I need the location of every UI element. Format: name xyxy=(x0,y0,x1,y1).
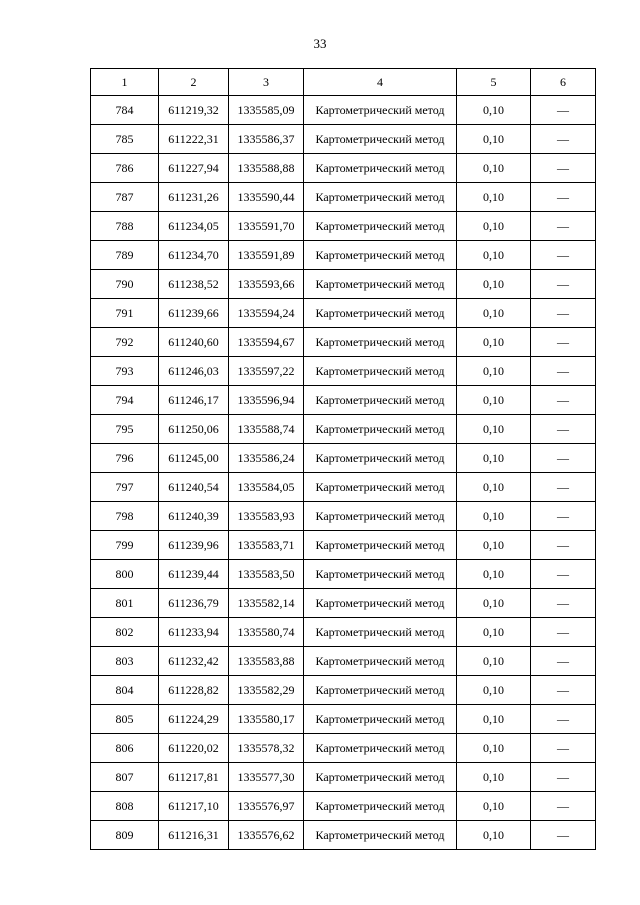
accuracy-cell: 0,10 xyxy=(457,821,531,850)
description-cell: — xyxy=(531,560,596,589)
accuracy-cell: 0,10 xyxy=(457,502,531,531)
x-coordinate-cell: 611245,00 xyxy=(159,444,229,473)
point-number-cell: 788 xyxy=(91,212,159,241)
table-row xyxy=(91,618,596,647)
method-cell: Картометрический метод xyxy=(304,589,457,618)
x-coordinate-cell: 611239,96 xyxy=(159,531,229,560)
method-cell: Картометрический метод xyxy=(304,386,457,415)
table-row xyxy=(91,705,596,734)
method-cell: Картометрический метод xyxy=(304,473,457,502)
point-number-cell: 784 xyxy=(91,96,159,125)
accuracy-cell: 0,10 xyxy=(457,647,531,676)
method-cell: Картометрический метод xyxy=(304,734,457,763)
y-coordinate-cell: 1335588,88 xyxy=(229,154,304,183)
method-cell: Картометрический метод xyxy=(304,328,457,357)
point-number-cell: 792 xyxy=(91,328,159,357)
table-row xyxy=(91,299,596,328)
accuracy-cell: 0,10 xyxy=(457,270,531,299)
accuracy-cell: 0,10 xyxy=(457,705,531,734)
x-coordinate-cell: 611239,66 xyxy=(159,299,229,328)
accuracy-cell: 0,10 xyxy=(457,183,531,212)
x-coordinate-cell: 611222,31 xyxy=(159,125,229,154)
point-number-cell: 809 xyxy=(91,821,159,850)
y-coordinate-cell: 1335583,93 xyxy=(229,502,304,531)
x-coordinate-cell: 611233,94 xyxy=(159,618,229,647)
accuracy-cell: 0,10 xyxy=(457,154,531,183)
table-row xyxy=(91,734,596,763)
table-header-row xyxy=(91,69,596,96)
accuracy-cell: 0,10 xyxy=(457,589,531,618)
y-coordinate-cell: 1335594,67 xyxy=(229,328,304,357)
method-cell: Картометрический метод xyxy=(304,531,457,560)
description-cell: — xyxy=(531,183,596,212)
table-row xyxy=(91,328,596,357)
y-coordinate-cell: 1335583,71 xyxy=(229,531,304,560)
y-coordinate-cell: 1335588,74 xyxy=(229,415,304,444)
method-cell: Картометрический метод xyxy=(304,444,457,473)
point-number-cell: 791 xyxy=(91,299,159,328)
method-cell: Картометрический метод xyxy=(304,125,457,154)
table-row xyxy=(91,357,596,386)
x-coordinate-cell: 611234,05 xyxy=(159,212,229,241)
point-number-cell: 802 xyxy=(91,618,159,647)
method-cell: Картометрический метод xyxy=(304,763,457,792)
description-cell: — xyxy=(531,154,596,183)
point-number-cell: 808 xyxy=(91,792,159,821)
accuracy-cell: 0,10 xyxy=(457,792,531,821)
column-header: 3 xyxy=(229,69,304,96)
x-coordinate-cell: 611219,32 xyxy=(159,96,229,125)
x-coordinate-cell: 611234,70 xyxy=(159,241,229,270)
y-coordinate-cell: 1335576,62 xyxy=(229,821,304,850)
description-cell: — xyxy=(531,299,596,328)
y-coordinate-cell: 1335591,70 xyxy=(229,212,304,241)
description-cell: — xyxy=(531,589,596,618)
y-coordinate-cell: 1335576,97 xyxy=(229,792,304,821)
y-coordinate-cell: 1335596,94 xyxy=(229,386,304,415)
table-row xyxy=(91,183,596,212)
description-cell: — xyxy=(531,618,596,647)
x-coordinate-cell: 611239,44 xyxy=(159,560,229,589)
description-cell: — xyxy=(531,531,596,560)
description-cell: — xyxy=(531,357,596,386)
table-row xyxy=(91,502,596,531)
accuracy-cell: 0,10 xyxy=(457,386,531,415)
x-coordinate-cell: 611216,31 xyxy=(159,821,229,850)
column-header: 6 xyxy=(531,69,596,96)
method-cell: Картометрический метод xyxy=(304,618,457,647)
y-coordinate-cell: 1335597,22 xyxy=(229,357,304,386)
description-cell: — xyxy=(531,125,596,154)
y-coordinate-cell: 1335580,17 xyxy=(229,705,304,734)
point-number-cell: 801 xyxy=(91,589,159,618)
description-cell: — xyxy=(531,647,596,676)
table-row xyxy=(91,589,596,618)
method-cell: Картометрический метод xyxy=(304,821,457,850)
table-row xyxy=(91,560,596,589)
point-number-cell: 806 xyxy=(91,734,159,763)
method-cell: Картометрический метод xyxy=(304,792,457,821)
point-number-cell: 804 xyxy=(91,676,159,705)
accuracy-cell: 0,10 xyxy=(457,734,531,763)
accuracy-cell: 0,10 xyxy=(457,415,531,444)
x-coordinate-cell: 611236,79 xyxy=(159,589,229,618)
y-coordinate-cell: 1335583,88 xyxy=(229,647,304,676)
point-number-cell: 807 xyxy=(91,763,159,792)
description-cell: — xyxy=(531,212,596,241)
column-header: 1 xyxy=(91,69,159,96)
description-cell: — xyxy=(531,763,596,792)
x-coordinate-cell: 611231,26 xyxy=(159,183,229,212)
x-coordinate-cell: 611220,02 xyxy=(159,734,229,763)
description-cell: — xyxy=(531,415,596,444)
table-row xyxy=(91,821,596,850)
point-number-cell: 794 xyxy=(91,386,159,415)
table-row xyxy=(91,444,596,473)
point-number-cell: 803 xyxy=(91,647,159,676)
point-number-cell: 786 xyxy=(91,154,159,183)
column-header: 5 xyxy=(457,69,531,96)
page-number: 33 xyxy=(313,36,327,51)
description-cell: — xyxy=(531,502,596,531)
x-coordinate-cell: 611250,06 xyxy=(159,415,229,444)
point-number-cell: 789 xyxy=(91,241,159,270)
accuracy-cell: 0,10 xyxy=(457,618,531,647)
point-number-cell: 795 xyxy=(91,415,159,444)
point-number-cell: 790 xyxy=(91,270,159,299)
point-number-cell: 798 xyxy=(91,502,159,531)
point-number-cell: 787 xyxy=(91,183,159,212)
y-coordinate-cell: 1335594,24 xyxy=(229,299,304,328)
point-number-cell: 793 xyxy=(91,357,159,386)
point-number-cell: 796 xyxy=(91,444,159,473)
column-header: 2 xyxy=(159,69,229,96)
point-number-cell: 785 xyxy=(91,125,159,154)
point-number-cell: 800 xyxy=(91,560,159,589)
table-body xyxy=(91,96,596,850)
accuracy-cell: 0,10 xyxy=(457,357,531,386)
method-cell: Картометрический метод xyxy=(304,647,457,676)
y-coordinate-cell: 1335583,50 xyxy=(229,560,304,589)
table-row xyxy=(91,96,596,125)
x-coordinate-cell: 611228,82 xyxy=(159,676,229,705)
x-coordinate-cell: 611240,54 xyxy=(159,473,229,502)
method-cell: Картометрический метод xyxy=(304,560,457,589)
x-coordinate-cell: 611240,39 xyxy=(159,502,229,531)
table-row xyxy=(91,763,596,792)
x-coordinate-cell: 611227,94 xyxy=(159,154,229,183)
method-cell: Картометрический метод xyxy=(304,183,457,212)
accuracy-cell: 0,10 xyxy=(457,241,531,270)
y-coordinate-cell: 1335577,30 xyxy=(229,763,304,792)
accuracy-cell: 0,10 xyxy=(457,531,531,560)
method-cell: Картометрический метод xyxy=(304,154,457,183)
x-coordinate-cell: 611217,81 xyxy=(159,763,229,792)
coordinates-table xyxy=(90,68,596,850)
y-coordinate-cell: 1335593,66 xyxy=(229,270,304,299)
method-cell: Картометрический метод xyxy=(304,676,457,705)
x-coordinate-cell: 611238,52 xyxy=(159,270,229,299)
description-cell: — xyxy=(531,705,596,734)
y-coordinate-cell: 1335586,24 xyxy=(229,444,304,473)
y-coordinate-cell: 1335578,32 xyxy=(229,734,304,763)
description-cell: — xyxy=(531,734,596,763)
table-row xyxy=(91,154,596,183)
description-cell: — xyxy=(531,328,596,357)
table-row xyxy=(91,212,596,241)
point-number-cell: 797 xyxy=(91,473,159,502)
table-row xyxy=(91,792,596,821)
table-row xyxy=(91,676,596,705)
y-coordinate-cell: 1335590,44 xyxy=(229,183,304,212)
y-coordinate-cell: 1335584,05 xyxy=(229,473,304,502)
x-coordinate-cell: 611246,17 xyxy=(159,386,229,415)
x-coordinate-cell: 611224,29 xyxy=(159,705,229,734)
y-coordinate-cell: 1335580,74 xyxy=(229,618,304,647)
y-coordinate-cell: 1335591,89 xyxy=(229,241,304,270)
accuracy-cell: 0,10 xyxy=(457,125,531,154)
description-cell: — xyxy=(531,444,596,473)
description-cell: — xyxy=(531,386,596,415)
method-cell: Картометрический метод xyxy=(304,357,457,386)
accuracy-cell: 0,10 xyxy=(457,560,531,589)
method-cell: Картометрический метод xyxy=(304,270,457,299)
accuracy-cell: 0,10 xyxy=(457,763,531,792)
point-number-cell: 805 xyxy=(91,705,159,734)
description-cell: — xyxy=(531,270,596,299)
x-coordinate-cell: 611232,42 xyxy=(159,647,229,676)
x-coordinate-cell: 611246,03 xyxy=(159,357,229,386)
accuracy-cell: 0,10 xyxy=(457,444,531,473)
accuracy-cell: 0,10 xyxy=(457,299,531,328)
y-coordinate-cell: 1335582,14 xyxy=(229,589,304,618)
method-cell: Картометрический метод xyxy=(304,241,457,270)
method-cell: Картометрический метод xyxy=(304,415,457,444)
description-cell: — xyxy=(531,96,596,125)
table-row xyxy=(91,415,596,444)
description-cell: — xyxy=(531,473,596,502)
y-coordinate-cell: 1335586,37 xyxy=(229,125,304,154)
column-header: 4 xyxy=(304,69,457,96)
table-row xyxy=(91,270,596,299)
x-coordinate-cell: 611217,10 xyxy=(159,792,229,821)
method-cell: Картометрический метод xyxy=(304,212,457,241)
description-cell: — xyxy=(531,241,596,270)
description-cell: — xyxy=(531,792,596,821)
table-row xyxy=(91,473,596,502)
method-cell: Картометрический метод xyxy=(304,299,457,328)
accuracy-cell: 0,10 xyxy=(457,212,531,241)
method-cell: Картометрический метод xyxy=(304,502,457,531)
table-row xyxy=(91,647,596,676)
description-cell: — xyxy=(531,676,596,705)
method-cell: Картометрический метод xyxy=(304,705,457,734)
accuracy-cell: 0,10 xyxy=(457,328,531,357)
table-row xyxy=(91,241,596,270)
method-cell: Картометрический метод xyxy=(304,96,457,125)
accuracy-cell: 0,10 xyxy=(457,676,531,705)
y-coordinate-cell: 1335585,09 xyxy=(229,96,304,125)
accuracy-cell: 0,10 xyxy=(457,473,531,502)
description-cell: — xyxy=(531,821,596,850)
y-coordinate-cell: 1335582,29 xyxy=(229,676,304,705)
accuracy-cell: 0,10 xyxy=(457,96,531,125)
table-row xyxy=(91,386,596,415)
table-row xyxy=(91,531,596,560)
point-number-cell: 799 xyxy=(91,531,159,560)
table-row xyxy=(91,125,596,154)
x-coordinate-cell: 611240,60 xyxy=(159,328,229,357)
